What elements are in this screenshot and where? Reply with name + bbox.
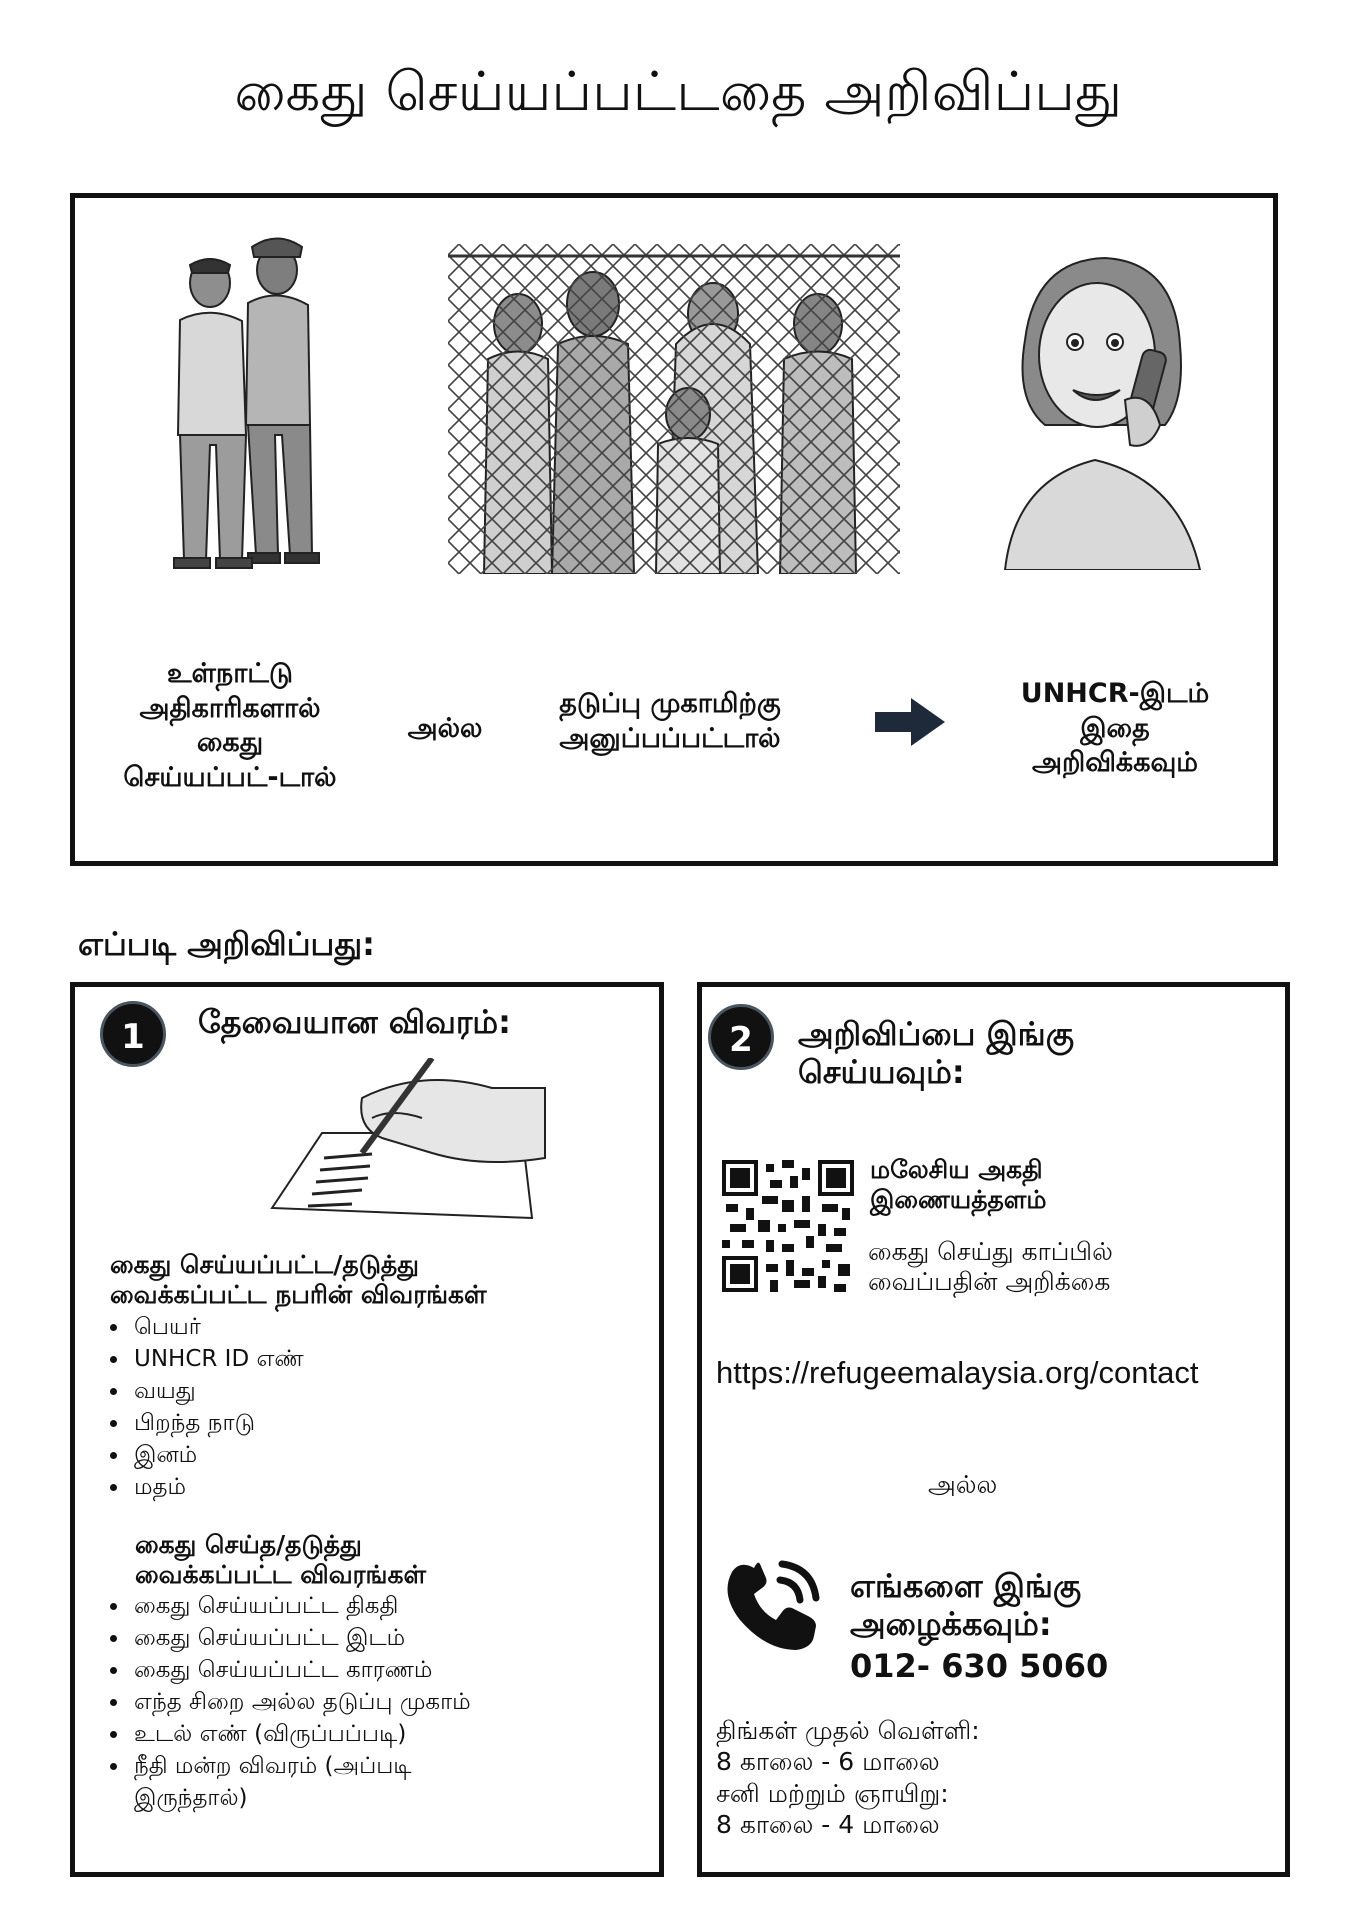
list-item: UNHCR ID எண் [102,1343,304,1375]
step1-number: 1 [100,1001,166,1067]
person-details-heading: கைது செய்யப்பட்ட/தடுத்து வைக்கப்பட்ட நபரின் விவரங்கள் [110,1250,487,1309]
phone-handset-icon [720,1550,828,1658]
list-item: கைது செய்யப்பட்ட திகதி [102,1590,471,1622]
how-to-report-heading: எப்படி அறிவிப்பது: [78,925,375,963]
step2-number: 2 [708,1004,774,1070]
list-item: கைது செய்யப்பட்ட காரணம் [102,1654,471,1686]
report-url-link[interactable]: https://refugeemalaysia.org/contact [716,1355,1199,1390]
woman-phone-illustration [985,250,1210,570]
arrest-details-heading: கைது செய்த/தடுத்து வைக்கப்பட்ட விவரங்கள் [135,1530,427,1589]
arrest-illustration [160,225,340,585]
step1-title: தேவையான விவரம்: [198,1003,511,1041]
arrest-details-list [102,1590,471,1814]
list-item: எந்த சிறை அல்ல தடுப்பு முகாம் [102,1686,471,1718]
caption-detention: தடுப்பு முகாமிற்கு அனுப்பப்பட்டால் [559,688,781,754]
caption-report: UNHCR-இடம் இதை அறிவிக்கவும் [1020,678,1210,779]
arrow-right-icon [873,696,947,748]
list-item: மதம் [102,1471,304,1503]
list-item: உடல் எண் (விருப்பப்படி) [102,1718,471,1750]
list-item: பெயர் [102,1311,304,1343]
refugee-site-title: மலேசிய அகதி இணையத்தளம் [870,1155,1047,1214]
detention-illustration [448,244,900,574]
list-item: இனம் [102,1439,304,1471]
list-item: வயது [102,1375,304,1407]
refugee-site-description: கைது செய்து காப்பில் வைப்பதின் அறிக்கை [868,1237,1113,1296]
list-item: கைது செய்யப்பட்ட இடம் [102,1622,471,1654]
qr-code-icon[interactable] [722,1160,854,1292]
caption-or: அல்ல [407,713,483,744]
page-title: கைது செய்யப்பட்டதை அறிவிப்பது [234,60,1123,123]
call-us-text: எங்களை இங்கு அழைக்கவும்: [850,1567,1082,1644]
list-item: நீதி மன்ற விவரம் (அப்படி இருந்தால்) [102,1750,471,1814]
step2-title: அறிவிப்பை இங்கு செய்யவும்: [798,1015,1074,1092]
or-text: அல்ல [928,1470,998,1499]
phone-number[interactable]: 012- 630 5060 [850,1647,1109,1685]
person-details-list [102,1311,304,1503]
office-hours: திங்கள் முதல் வெள்ளி: 8 காலை - 6 மாலை சனி மற்றும் ஞாயிறு: 8 காலை - 4 மாலை [716,1716,980,1839]
caption-arrest: உள்நாட்டு அதிகாரிகளால் கைது செய்யப்பட்-டால் [123,658,337,793]
writing-hand-icon [262,1058,547,1223]
list-item: பிறந்த நாடு [102,1407,304,1439]
